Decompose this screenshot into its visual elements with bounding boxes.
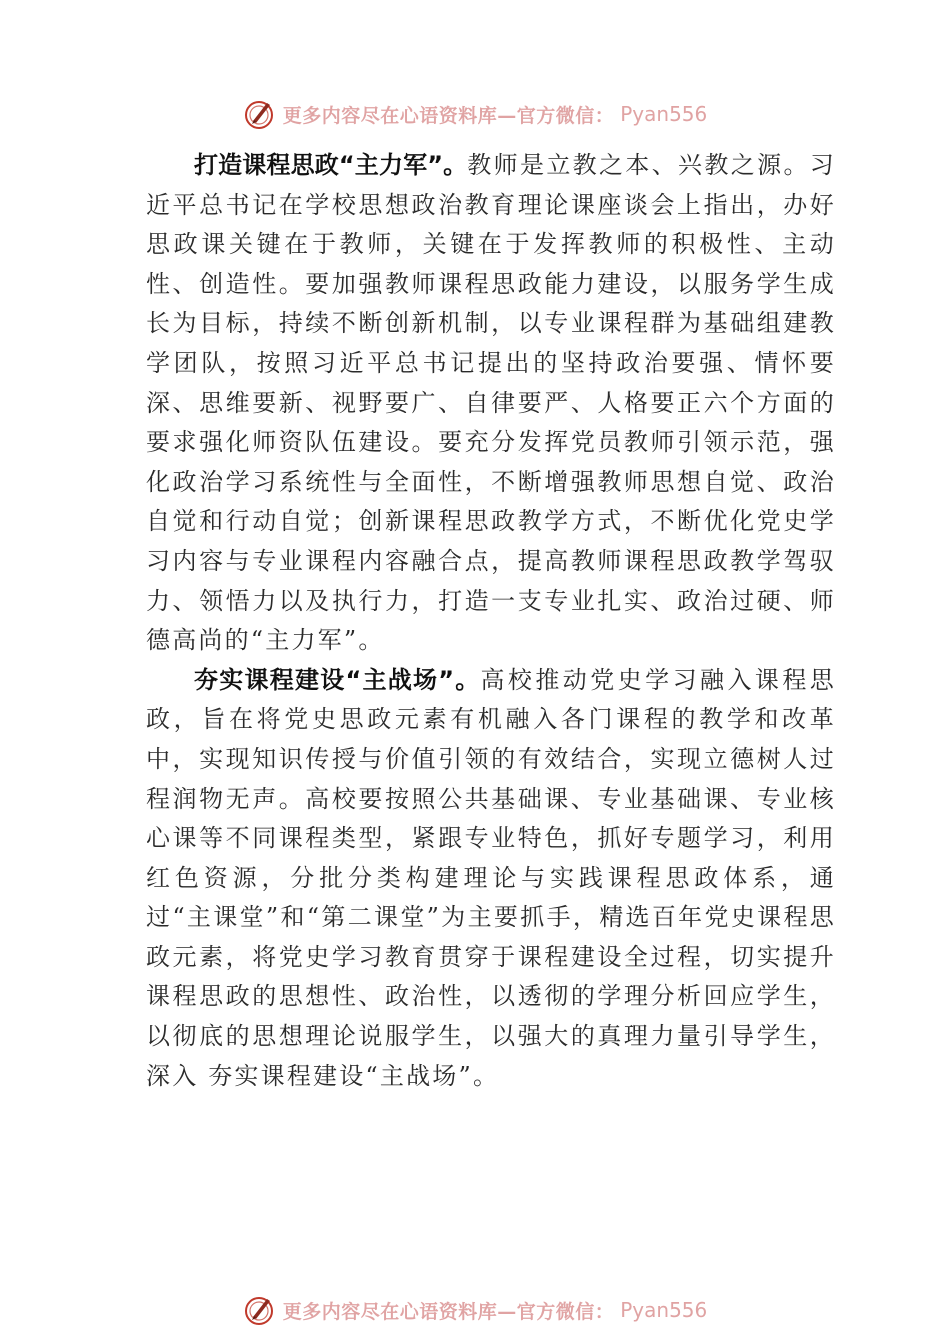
document-body	[146, 146, 836, 1096]
quill-seal-icon	[243, 97, 277, 131]
footer-banner	[0, 1290, 950, 1330]
paragraph-1-heading: 打造课程思政“主力军”。	[194, 151, 468, 179]
paragraph-2-heading: 夯实课程建设“主战场”。	[194, 665, 481, 694]
header-banner	[0, 94, 950, 134]
wechat-id: Pyan556	[620, 102, 708, 126]
banner-text: 更多内容尽在心语资料库—官方微信：	[282, 104, 615, 127]
quill-seal-icon	[243, 1293, 277, 1327]
banner-text: 更多内容尽在心语资料库—官方微信：	[282, 1300, 615, 1323]
wechat-id: Pyan556	[620, 1298, 708, 1322]
paragraph-1	[146, 146, 836, 661]
paragraph-2	[146, 661, 836, 1097]
paragraph-2-text: 高校推动党史学习融入课程思政，旨在将党史思政元素有机融入各门课程的教学和改革中，实现知识传授与价值引领的有效结合，实现立德树人过程润物无声。高校要按照公共基础课、专业基础课、专业核心课等不同课程类型，紧跟专业特色，抓好专题学习，利用红色资源，分批分类构建理论与实践课程思政体系，通过“主课堂”和“第二课堂”为主要抓手，精选百年党史课程思政元素，将党史学习教育贯穿于课程建设全过程，切实提升课程思政的思想性、政治性，以透彻的学理分析回应学生，以彻底的思想理论说服学生，以强大的真理力量引导学生，深入 夯实课程建设“主战场”。	[146, 665, 836, 1090]
paragraph-1-text: 教师是立教之本、兴教之源。习近平总书记在学校思想政治教育理论课座谈会上指出，办好思政课关键在于教师，关键在于发挥教师的积极性、主动性、创造性。要加强教师课程思政能力建设，以服务学生成长为目标，持续不断创新机制，以专业课程群为基础组建教学团队，按照习近平总书记提出的坚持政治要强、情怀要深、思维要新、视野要广、自律要严、人格要正六个方面的要求强化师资队伍建设。要充分发挥党员教师引领示范，强化政治学习系统性与全面性，不断增强教师思想自觉、政治自觉和行动自觉；创新课程思政教学方式，不断优化党史学习内容与专业课程内容融合点，提高教师课程思政教学驾驭力、领悟力以及执行力，打造一支专业扎实、政治过硬、师德高尚的“主力军”。	[146, 151, 836, 655]
